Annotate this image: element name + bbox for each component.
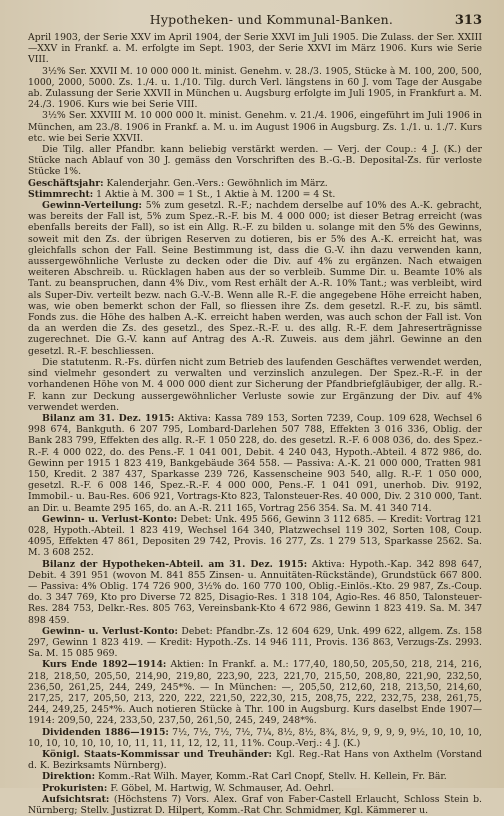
paragraph-geschaeftsjahr: Geschäftsjahr: Kalenderjahr. Gen.-Vers.: Gewöhnlich im März. — [28, 177, 328, 189]
document-body — [28, 32, 482, 816]
paragraph-gewinn-verlust-hypotheken: Gewinn- u. Verlust-Konto: Debet: Pfandbr.-Zs. 12 604 629, Unk. 499 622, allgem. Zs. 158 297, Gewinn 1 823 419. — Kredit: Hypoth.-Zs. 14 946 111, Provis. 136 863, Verzugs-Zs. 2993. Sa. M. 15 085 969. — [28, 625, 482, 660]
page-number: 313 — [454, 13, 482, 28]
paragraph-serie-xxv: April 1903, der Serie XXV im April 1904, der Serie XXVI im Juli 1905. Die Zulass. der Ser. XXIII—XXV in Frankf. a. M. erfolgte im Sept. 1903, der Serie XXVI im März 1906. Kurs wie Serie VIII. — [28, 32, 482, 66]
paragraph-bilanz-1915: Bilanz am 31. Dez. 1915: Aktiva: Kassa 789 153, Sorten 7239, Coup. 109 628, Wechsel 6 998 674, Bankguth. 6 207 795, Lombard-Darlehen 507 788, Effekten 3 016 336, Oblig. der Bank 283 799, Effekten des allg. R.-F. 1 050 228, do. des gesetzl. R.-F. 6 008 036, do. des Spez.-R.-F. 4 000 022, do. des Pens.-F. 1 041 001, Debit. 4 240 043, Hypoth.-Abteil. 4 872 986, do. Gewinn per 1915 1 823 419, Bankgebäude 364 558. — Passiva: A.-K. 21 000 000, Tratten 981 150, Kredit. 2 387 437, Sparkasse 239 726, Kassenscheine 903 540, allg. R.-F. 1 050 000, gesetzl. R.-F. 6 008 146, Spez.-R.-F. 4 000 000, Pens.-F. 1 041 091, unerhob. Div. 9192, Immobil.- u. Bau-Res. 606 921, Vortrags-Kto 823, Talonsteuer-Res. 40 000, Div. 2 310 000, Tant. an Dir. u. Beamte 295 165, do. an A.-R. 211 165, Vortrag 256 354. Sa. M. 41 340 714. — [28, 412, 482, 514]
paragraph-serie-xxviii: 3½% Ser. XXVIII M. 10 000 000 lt. minist. Genehm. v. 21./4. 1906, eingeführt im Juli 1906 in München, am 23./8. 1906 in Frankf. a. M. u. im August 1906 in Augsburg. Zs. 1./1. u. 1./7. Kurs etc. wie bei Serie XXVII. — [28, 110, 482, 144]
paragraph-prokuristen: Prokuristen: F. Göbel, M. Hartwig, W. Schmauser, Ad. Oehrl. — [42, 782, 335, 794]
running-title: Hypotheken- und Kommunal-Banken. — [149, 12, 394, 27]
paragraph-stimmrecht: Stimmrecht: 1 Aktie à M. 300 = 1 St., 1 Aktie à M. 1200 = 4 St. — [28, 188, 336, 200]
paragraph-serie-xxvii: 3½% Ser. XXVII M. 10 000 000 lt. minist. Genehm. v. 28./3. 1905, Stücke à M. 100, 200, 500, 1000, 2000, 5000. Zs. 1./4. u. 1./10. Tilg. durch Verl. längstens in 60 J. vom Tage der Ausgabe ab. Zulassung der Serie XXVII in München u. Augsburg erfolgte im Juli 1905, in Frankfurt a. M. 24./3. 1906. Kurs wie bei Serie VIII. — [28, 65, 482, 111]
paragraph-reservefonds: Die statutenm. R.-Fs. dürfen nicht zum Betrieb des laufenden Geschäftes verwendet werden, sind vielmehr gesondert zu verwalten und verzinslich anzulegen. Der Spez.-R.-F. in der vorhandenen Höhe von M. 4 000 000 dient zur Sicherung der Pfandbriefgläubiger, der allg. R.-F. kann zur Deckung aussergewöhnlicher Verluste sowie zur Ergänzung der Div. auf 4% verwendet werden. — [28, 356, 482, 413]
paragraph-tilgung: Die Tilg. aller Pfandbr. kann beliebig verstärkt werden. — Verj. der Coup.: 4 J. (K.) der Stücke nach Ablauf von 30 J. gemäss den Vorschriften des B.-G.-B. Deposital-Zs. für verloste Stücke 1%. — [28, 144, 482, 178]
paragraph-staats-kommissar: Königl. Staats-Kommissar und Treuhänder: Kgl. Reg.-Rat Hans von Axthelm (Vorstand d. K. Bezirksamts Nürnberg). — [28, 749, 482, 772]
paragraph-bilanz-hypotheken-abteil: Bilanz der Hypotheken-Abteil. am 31. Dez. 1915: Aktiva: Hypoth.-Kap. 342 898 647, Debit. 4 391 951 (wovon M. 841 855 Zinsen- u. Annuitäten-Rückstände), Grundstück 667 800. — Passiva: 4% Oblig. 174 726 900, 3½% do. 160 770 100, Oblig.-Einlös.-Kto. 29 987, Zs.-Coup. do. 3 347 769, Kto pro Diverse 72 825, Disagio-Res. 1 318 104, Agio-Res. 46 850, Talonsteuer-Res. 284 753, Delkr.-Res. 805 763, Vereinsbank-Kto 4 672 986, Gewinn 1 823 419. Sa. M. 347 898 459. — [28, 558, 482, 626]
paragraph-gewinn-verlust-konto: Gewinn- u. Verlust-Konto: Debet: Unk. 495 566, Gewinn 3 112 685. — Kredit: Vortrag 121 028, Hypoth.-Abteil. 1 823 419, Wechsel 164 340, Platzwechsel 119 302, Sorten 108, Coup. 4095, Effekten 47 861, Depositen 29 742, Provis. 16 277, Zs. 1 279 513, Sparkasse 2562. Sa. M. 3 608 252. — [28, 513, 482, 559]
running-header — [28, 12, 482, 32]
paragraph-dividenden: Dividenden 1886—1915: 7½, 7½, 7½, 7½, 7¼, 8½, 8½, 8¾, 8½, 9, 9, 9, 9, 9½, 10, 10, 10, 10, 10, 10, 10, 10, 10, 11, 11, 11, 12, 12, 11, 11%. Coup.-Verj.: 4 J. (K.) — [28, 726, 482, 749]
paragraph-aufsichtsrat: Aufsichtsrat: (Höchstens 7) Vors. Alex. Graf von Faber-Castell Erlaucht, Schloss Stein b. Nürnberg; Stellv. Justizrat D. Hilpert, Komm.-Rat Chr. Schmidmer, Kgl. Kämmerer u. — [28, 793, 482, 816]
paragraph-gewinn-verteilung: Gewinn-Verteilung: 5% zum gesetzl. R.-F.; nachdem derselbe auf 10% des A.-K. gebracht, was bereits der Fall ist, 5% zum Spez.-R.-F. bis M. 4 000 000; ist dieser Betrag erreicht (was ebenfalls bereits der Fall), so ist ein Allg. R.-F. zu bilden u. solange mit den 5% des Gewinns, soweit mit den Zs. der übrigen Reserven zu dotieren, bis er 5% des A.-K. erreicht hat, was gleichfalls schon der Fall. Seine Bestimmung ist, dass die G.-V. ihn dazu verwenden kann, aussergewöhnliche Verluste zu decken oder die Div. auf 4% zu ergänzen. Nach etwaigen weiteren Abschreib. u. Rücklagen haben aus der so verbleib. Summe Dir. u. Beamte 10% als Tant. zu beanspruchen, dann 4% Div., vom Rest erhält der A.-R. 10% Tant.; was verbleibt, wird als Super-Div. verteilt bezw. nach G.-V.-B. Wenn alle R.-F. die angegebene Höhe erreicht haben, was, wie oben bemerkt schon der Fall, so fliessen ihre Zs. dem gesetzl. R.-F. zu, bis sämtl. Fonds zus. die Höhe des halben A.-K. erreicht haben werden, was auch schon der Fall ist. Von da an werden die Zs. des gesetzl., des Spez.-R.-F. u. des allg. R.-F. dem Jahreserträgnisse zugerechnet. Die G.-V. kann auf Antrag des A.-R. Zuweis. aus dem jährl. Gewinne an den gesetzl. R.-F. beschliessen. — [28, 200, 482, 357]
paragraph-direktion: Direktion: Komm.-Rat Wilh. Mayer, Komm.-Rat Carl Cnopf, Stellv. H. Kellein, Fr. Bär. — [42, 771, 447, 783]
paragraph-kurs: Kurs Ende 1892—1914: Aktien: In Frankf. a. M.: 177,40, 180,50, 205,50, 218, 214, 216, 218, 218,50, 205,50, 214,90, 219,80, 223,90, 223, 221,70, 215,50, 208,80, 221,90, 232,50, 236,50, 261,25, 244, 249, 245*%. — In München: —, 205,50, 212,60, 218, 213,50, 214,60, 217,25, 217, 205,50, 213, 220, 222, 221,50, 222,30, 215, 208,75, 222, 232,75, 238, 261,75, 244, 249,25, 245*%. Auch notieren Stücke à Thr. 100 in Augsburg. Kurs daselbst Ende 1907—1914: 209,50, 224, 233,50, 237,50, 261,50, 245, 249, 248*%. — [28, 659, 482, 727]
